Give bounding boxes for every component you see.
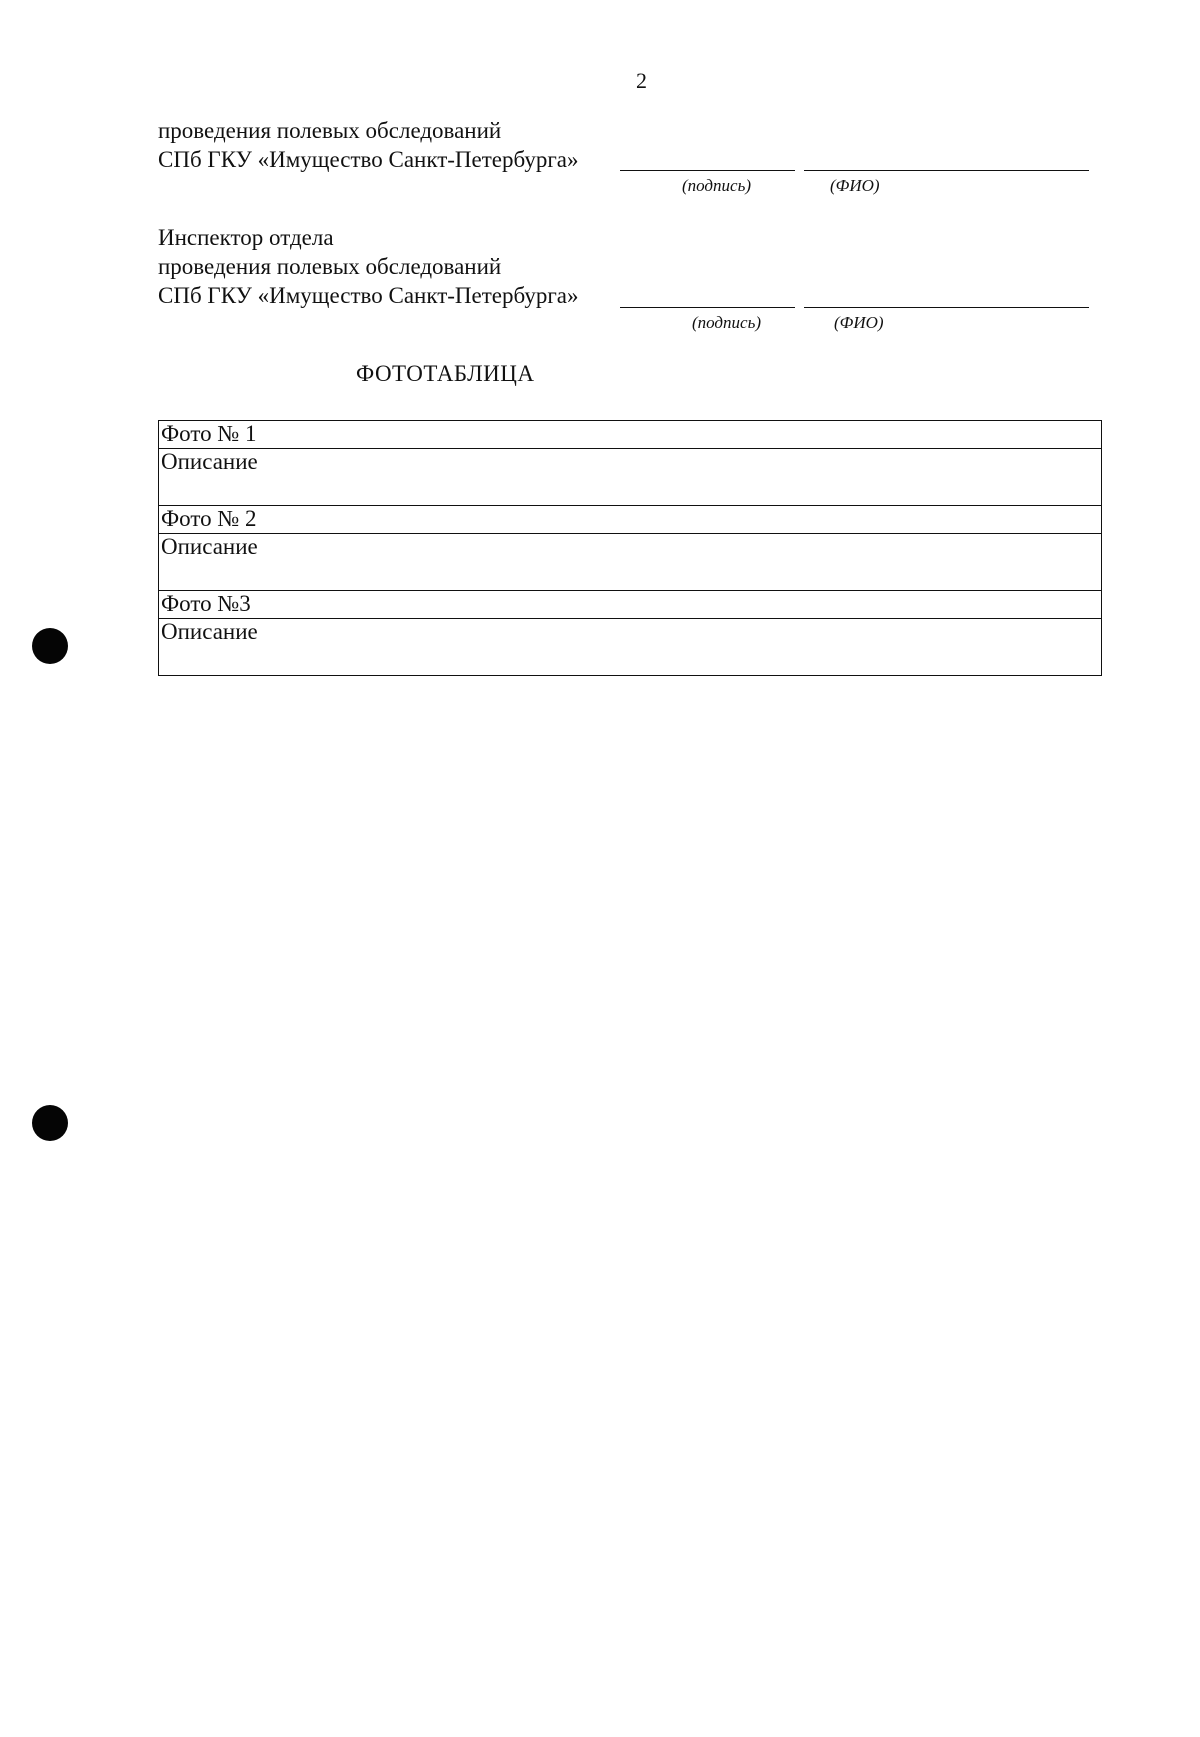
signature-2-line-3: СПб ГКУ «Имущество Санкт-Петербурга»: [158, 283, 579, 308]
description-cell: Описание: [159, 449, 1102, 506]
photo-label-cell: Фото №3: [159, 591, 1102, 619]
signature-2-sign-hint: (подпись): [692, 313, 761, 332]
signature-1-name-underline: [804, 170, 1089, 171]
photo-label-cell: Фото № 2: [159, 506, 1102, 534]
phototable-title: ФОТОТАБЛИЦА: [356, 361, 535, 386]
signature-1-name-hint: (ФИО): [830, 176, 880, 195]
signature-1-sign-hint: (подпись): [682, 176, 751, 195]
table-row: [159, 421, 1102, 449]
table-row: [159, 619, 1102, 676]
description-cell: Описание: [159, 619, 1102, 676]
table-row: [159, 591, 1102, 619]
signature-1-sign-underline: [620, 170, 795, 171]
punch-hole-mark: [32, 628, 68, 664]
signature-2-line-2: проведения полевых обследований: [158, 254, 502, 279]
table-row: [159, 449, 1102, 506]
table-row: [159, 534, 1102, 591]
page-number: 2: [636, 68, 647, 93]
table-row: [159, 506, 1102, 534]
signature-1-line-2: СПб ГКУ «Имущество Санкт-Петербурга»: [158, 147, 579, 172]
signature-2-line-1: Инспектор отдела: [158, 225, 334, 250]
signature-1-line-1: проведения полевых обследований: [158, 118, 502, 143]
signature-2-name-underline: [804, 307, 1089, 308]
punch-hole-mark: [32, 1105, 68, 1141]
photo-table: [158, 420, 1102, 676]
description-cell: Описание: [159, 534, 1102, 591]
photo-label-cell: Фото № 1: [159, 421, 1102, 449]
signature-2-sign-underline: [620, 307, 795, 308]
signature-2-name-hint: (ФИО): [834, 313, 884, 332]
